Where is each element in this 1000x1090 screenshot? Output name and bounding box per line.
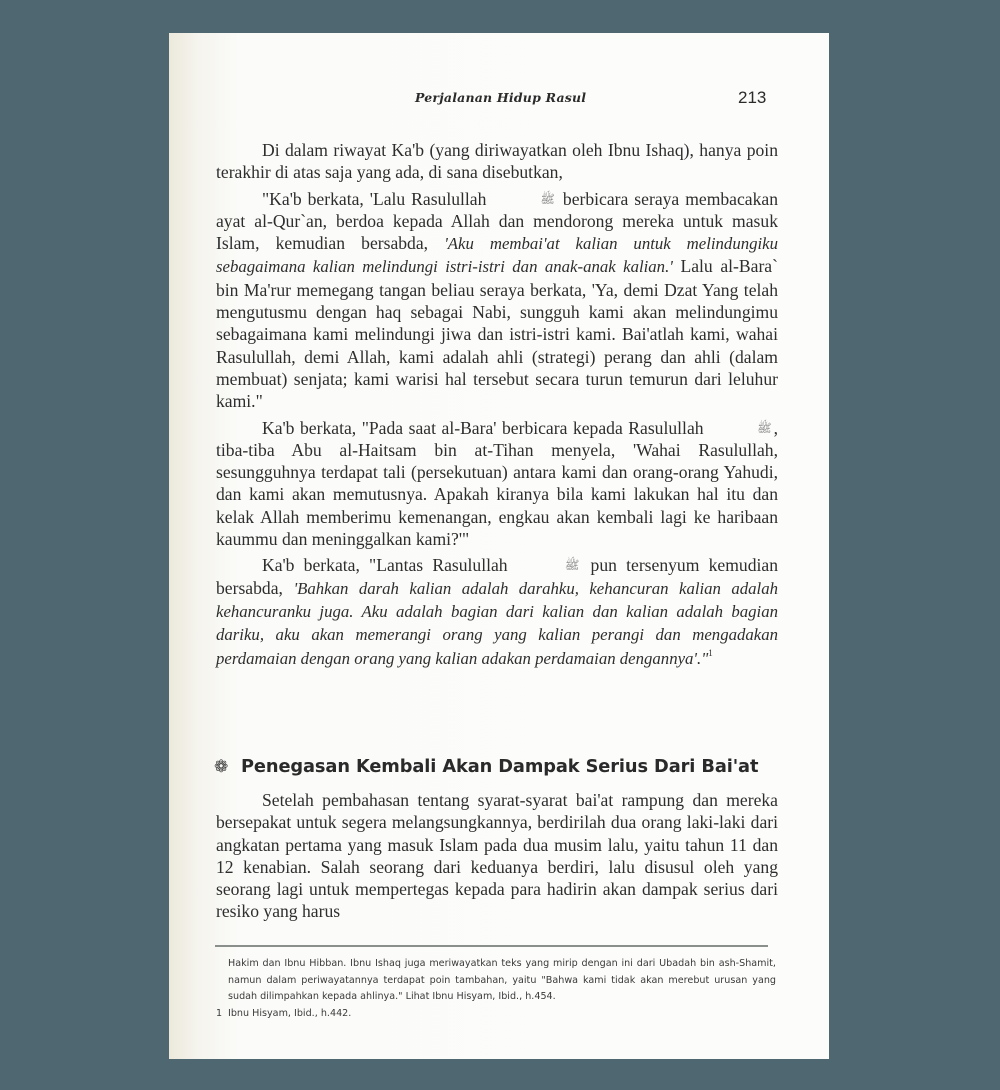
section-heading-text: Penegasan Kembali Akan Dampak Serius Dari Bai'at bbox=[241, 756, 759, 777]
paragraph-3 bbox=[216, 417, 778, 551]
saw-honorific-icon: ﷺ bbox=[757, 420, 772, 435]
paragraph-2-text-a: "Ka'b berkata, 'Lalu Rasulullah bbox=[262, 188, 487, 209]
footnote-item bbox=[216, 1006, 776, 1023]
paragraph-4-text-b: pun tersenyum kemudian bersabda, bbox=[216, 555, 778, 598]
paragraph-3-text-b: , tiba-tiba Abu al-Haitsam bin at-Tihan menyela, 'Wahai Rasulullah, sesungguhnya terdapat tali (persekutuan) antara kami dan orang-orang Yahudi, dan kami akan memutusnya. Apakah kiranya bila kami lakukan hal itu dan kelak Allah memberimu kemenangan, engkau akan kembali lagi ke haribaan kaummu dan meninggalkan kami?'" bbox=[216, 417, 778, 550]
saw-honorific-icon: ﷺ bbox=[540, 191, 555, 206]
running-title: Perjalanan Hidup Rasul bbox=[415, 90, 587, 105]
paragraph-2-text-b: berbicara seraya membacakan ayat al-Qur`an, berdoa kepada Allah dan mendorong mereka untuk masuk Islam, kemudian bersabda, bbox=[216, 188, 779, 254]
book-page bbox=[169, 33, 829, 1059]
footnote-text: Ibnu Hisyam, Ibid., h.442. bbox=[228, 1007, 352, 1019]
paragraph-3-text-a: Ka'b berkata, "Pada saat al-Bara' berbicara kepada Rasulullah bbox=[262, 417, 704, 438]
section-paragraph-1: Setelah pembahasan tentang syarat-syarat bai'at rampung dan mereka bersepakat untuk segera melangsungkannya, berdirilah dua orang laki-laki dari angkatan pertama yang masuk Islam pada dua musim lalu, yaitu tahun 11 dan 12 kenabian. Salah seorang dari keduanya berdiri, lalu disusul oleh yang seorang lagi untuk mempertegas kepada para hadirin akan dampak serius dari resiko yang harus bbox=[216, 790, 778, 922]
footnote-continuation: Hakim dan Ibnu Hibban. Ibnu Ishaq juga meriwayatkan teks yang mirip dengan ini dari Ubadah bin ash-Shamit, namun dalam periwayatannya terdapat poin tambahan, yaitu "Bahwa kami tidak akan merebut urusan yang sudah dilimpahkan kepada ahlinya." Lihat Ibnu Hisyam, Ibid., h.454. bbox=[228, 958, 776, 1002]
footnote-number: 1 bbox=[216, 1007, 223, 1019]
paragraph-2-quote-italic: 'Aku membai'at kalian untuk melindungiku sebagaimana kalian melindungi istri-istri dan anak-anak kalian.' bbox=[216, 234, 778, 277]
paragraph-4-text-a: Ka'b berkata, "Lantas Rasulullah bbox=[262, 555, 508, 576]
footnote-reference[interactable]: 1 bbox=[708, 647, 713, 658]
saw-honorific-icon: ﷺ bbox=[564, 558, 580, 573]
paragraph-2-text-d: Lalu al-Bara` bin Ma'rur memegang tangan beliau seraya berkata, 'Ya, demi Dzat Yang telah mengutusmu dengan haq sebagai Nabi, sungguh kami akan melindungimu sebagaimana kami melindungi jiwa dan istri-istri kami. Bai'atlah kami, wahai Rasulullah, demi Allah, kami adalah ahli (strategi) perang dan ahli (dalam membuat) senjata; kami warisi hal tersebut secara turun temurun dari leluhur kami." bbox=[216, 256, 778, 412]
paragraph-2 bbox=[216, 188, 778, 413]
flower-ornament-icon: ❁ bbox=[214, 757, 229, 777]
running-header bbox=[169, 88, 829, 112]
main-text bbox=[216, 139, 778, 674]
page-number: 213 bbox=[738, 88, 767, 107]
paragraph-4-quote-italic: 'Bahkan darah kalian adalah darahku, kehancuran kalian adalah kehancuranku juga. Aku adalah bagian dari kalian dan kalian adalah bagian dariku, aku akan memerangi orang yang kalian perangi dan mengadakan perdamaian dengan orang yang kalian adakan perdamaian dengannya'." bbox=[216, 578, 778, 668]
footnotes bbox=[216, 956, 776, 1022]
footnote-divider bbox=[215, 945, 768, 947]
section-heading bbox=[214, 756, 784, 777]
paragraph-4 bbox=[216, 554, 778, 669]
paragraph-1: Di dalam riwayat Ka'b (yang diriwayatkan oleh Ibnu Ishaq), hanya poin terakhir di atas saja yang ada, di sana disebutkan, bbox=[216, 140, 778, 183]
section-text bbox=[216, 789, 778, 927]
